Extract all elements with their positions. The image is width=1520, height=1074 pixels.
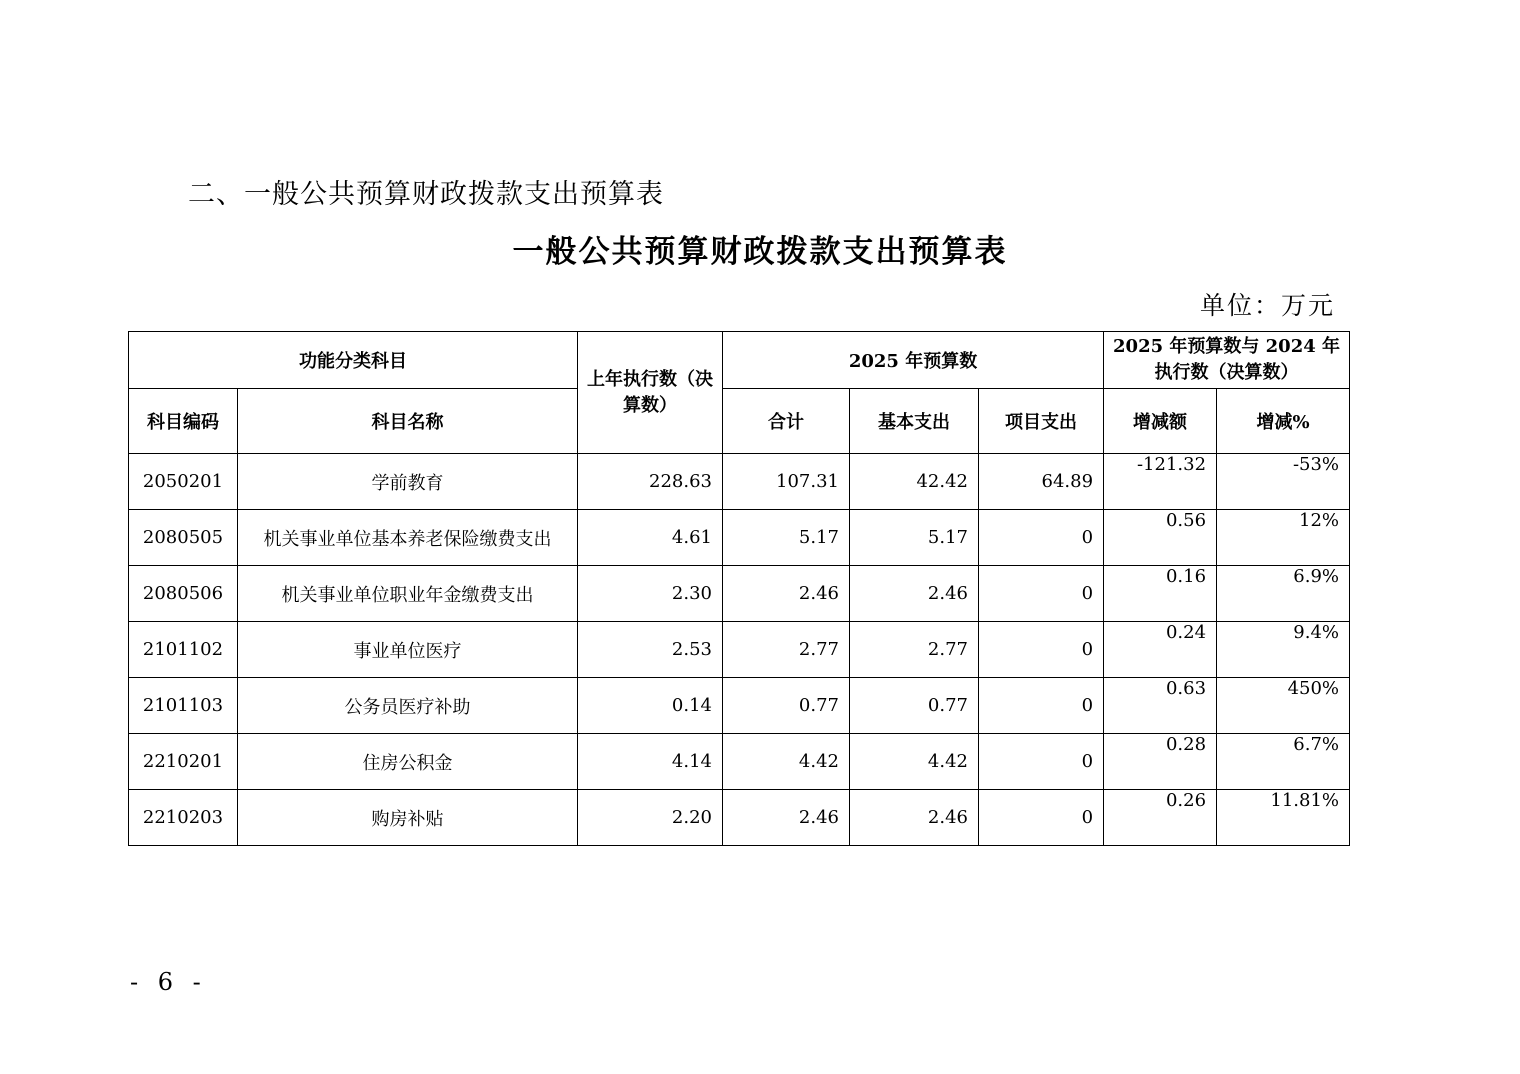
cell-basic: 0.77 — [850, 678, 979, 734]
table-row — [129, 510, 1350, 566]
cell-change: -121.32 — [1104, 454, 1217, 510]
header-func-category: 功能分类科目 — [129, 332, 578, 389]
table-row — [129, 566, 1350, 622]
cell-project: 0 — [979, 566, 1104, 622]
page-number: - 6 - — [130, 968, 207, 996]
cell-code: 2210201 — [129, 734, 238, 790]
cell-name: 住房公积金 — [238, 734, 578, 790]
cell-pct: 450% — [1217, 678, 1350, 734]
cell-name: 机关事业单位基本养老保险缴费支出 — [238, 510, 578, 566]
header-code: 科目编码 — [129, 389, 238, 454]
cell-prev: 228.63 — [578, 454, 723, 510]
cell-project: 0 — [979, 678, 1104, 734]
cell-pct: -53% — [1217, 454, 1350, 510]
cell-change: 0.56 — [1104, 510, 1217, 566]
cell-pct: 6.7% — [1217, 734, 1350, 790]
cell-basic: 2.77 — [850, 622, 979, 678]
cell-prev: 2.20 — [578, 790, 723, 846]
cell-prev: 4.14 — [578, 734, 723, 790]
cell-prev: 0.14 — [578, 678, 723, 734]
section-heading: 二、一般公共预算财政拨款支出预算表 — [188, 179, 664, 210]
cell-change: 0.16 — [1104, 566, 1217, 622]
table-row — [129, 622, 1350, 678]
cell-name: 机关事业单位职业年金缴费支出 — [238, 566, 578, 622]
cell-pct: 6.9% — [1217, 566, 1350, 622]
cell-pct: 9.4% — [1217, 622, 1350, 678]
budget-table — [128, 331, 1350, 846]
cell-project: 0 — [979, 622, 1104, 678]
cell-code: 2101102 — [129, 622, 238, 678]
cell-project: 0 — [979, 510, 1104, 566]
table-header-row — [129, 332, 1350, 389]
header-comparison: 2025 年预算数与 2024 年执行数（决算数） — [1104, 332, 1350, 389]
cell-project: 0 — [979, 734, 1104, 790]
table-row — [129, 790, 1350, 846]
cell-name: 购房补贴 — [238, 790, 578, 846]
cell-change: 0.28 — [1104, 734, 1217, 790]
cell-name: 事业单位医疗 — [238, 622, 578, 678]
table-subheader-row — [129, 389, 1350, 454]
cell-basic: 42.42 — [850, 454, 979, 510]
cell-basic: 2.46 — [850, 566, 979, 622]
cell-code: 2080506 — [129, 566, 238, 622]
cell-code: 2050201 — [129, 454, 238, 510]
cell-prev: 2.53 — [578, 622, 723, 678]
cell-pct: 12% — [1217, 510, 1350, 566]
table-row — [129, 678, 1350, 734]
cell-name: 公务员医疗补助 — [238, 678, 578, 734]
cell-prev: 4.61 — [578, 510, 723, 566]
header-prev-exec: 上年执行数（决算数） — [578, 332, 723, 454]
header-total: 合计 — [723, 389, 850, 454]
cell-total: 107.31 — [723, 454, 850, 510]
cell-total: 2.77 — [723, 622, 850, 678]
header-name: 科目名称 — [238, 389, 578, 454]
cell-total: 0.77 — [723, 678, 850, 734]
unit-label: 单位：万元 — [1199, 291, 1335, 320]
page-title: 一般公共预算财政拨款支出预算表 — [512, 234, 1008, 270]
cell-name: 学前教育 — [238, 454, 578, 510]
cell-basic: 5.17 — [850, 510, 979, 566]
cell-change: 0.26 — [1104, 790, 1217, 846]
cell-total: 2.46 — [723, 566, 850, 622]
header-budget-2025: 2025 年预算数 — [723, 332, 1104, 389]
header-change-pct: 增减% — [1217, 389, 1350, 454]
table-row — [129, 734, 1350, 790]
header-project: 项目支出 — [979, 389, 1104, 454]
cell-change: 0.24 — [1104, 622, 1217, 678]
cell-change: 0.63 — [1104, 678, 1217, 734]
cell-total: 4.42 — [723, 734, 850, 790]
header-change-amount: 增减额 — [1104, 389, 1217, 454]
cell-pct: 11.81% — [1217, 790, 1350, 846]
cell-project: 0 — [979, 790, 1104, 846]
cell-total: 5.17 — [723, 510, 850, 566]
cell-code: 2101103 — [129, 678, 238, 734]
header-basic: 基本支出 — [850, 389, 979, 454]
cell-basic: 2.46 — [850, 790, 979, 846]
cell-code: 2210203 — [129, 790, 238, 846]
cell-total: 2.46 — [723, 790, 850, 846]
cell-project: 64.89 — [979, 454, 1104, 510]
cell-code: 2080505 — [129, 510, 238, 566]
table-row — [129, 454, 1350, 510]
cell-basic: 4.42 — [850, 734, 979, 790]
cell-prev: 2.30 — [578, 566, 723, 622]
